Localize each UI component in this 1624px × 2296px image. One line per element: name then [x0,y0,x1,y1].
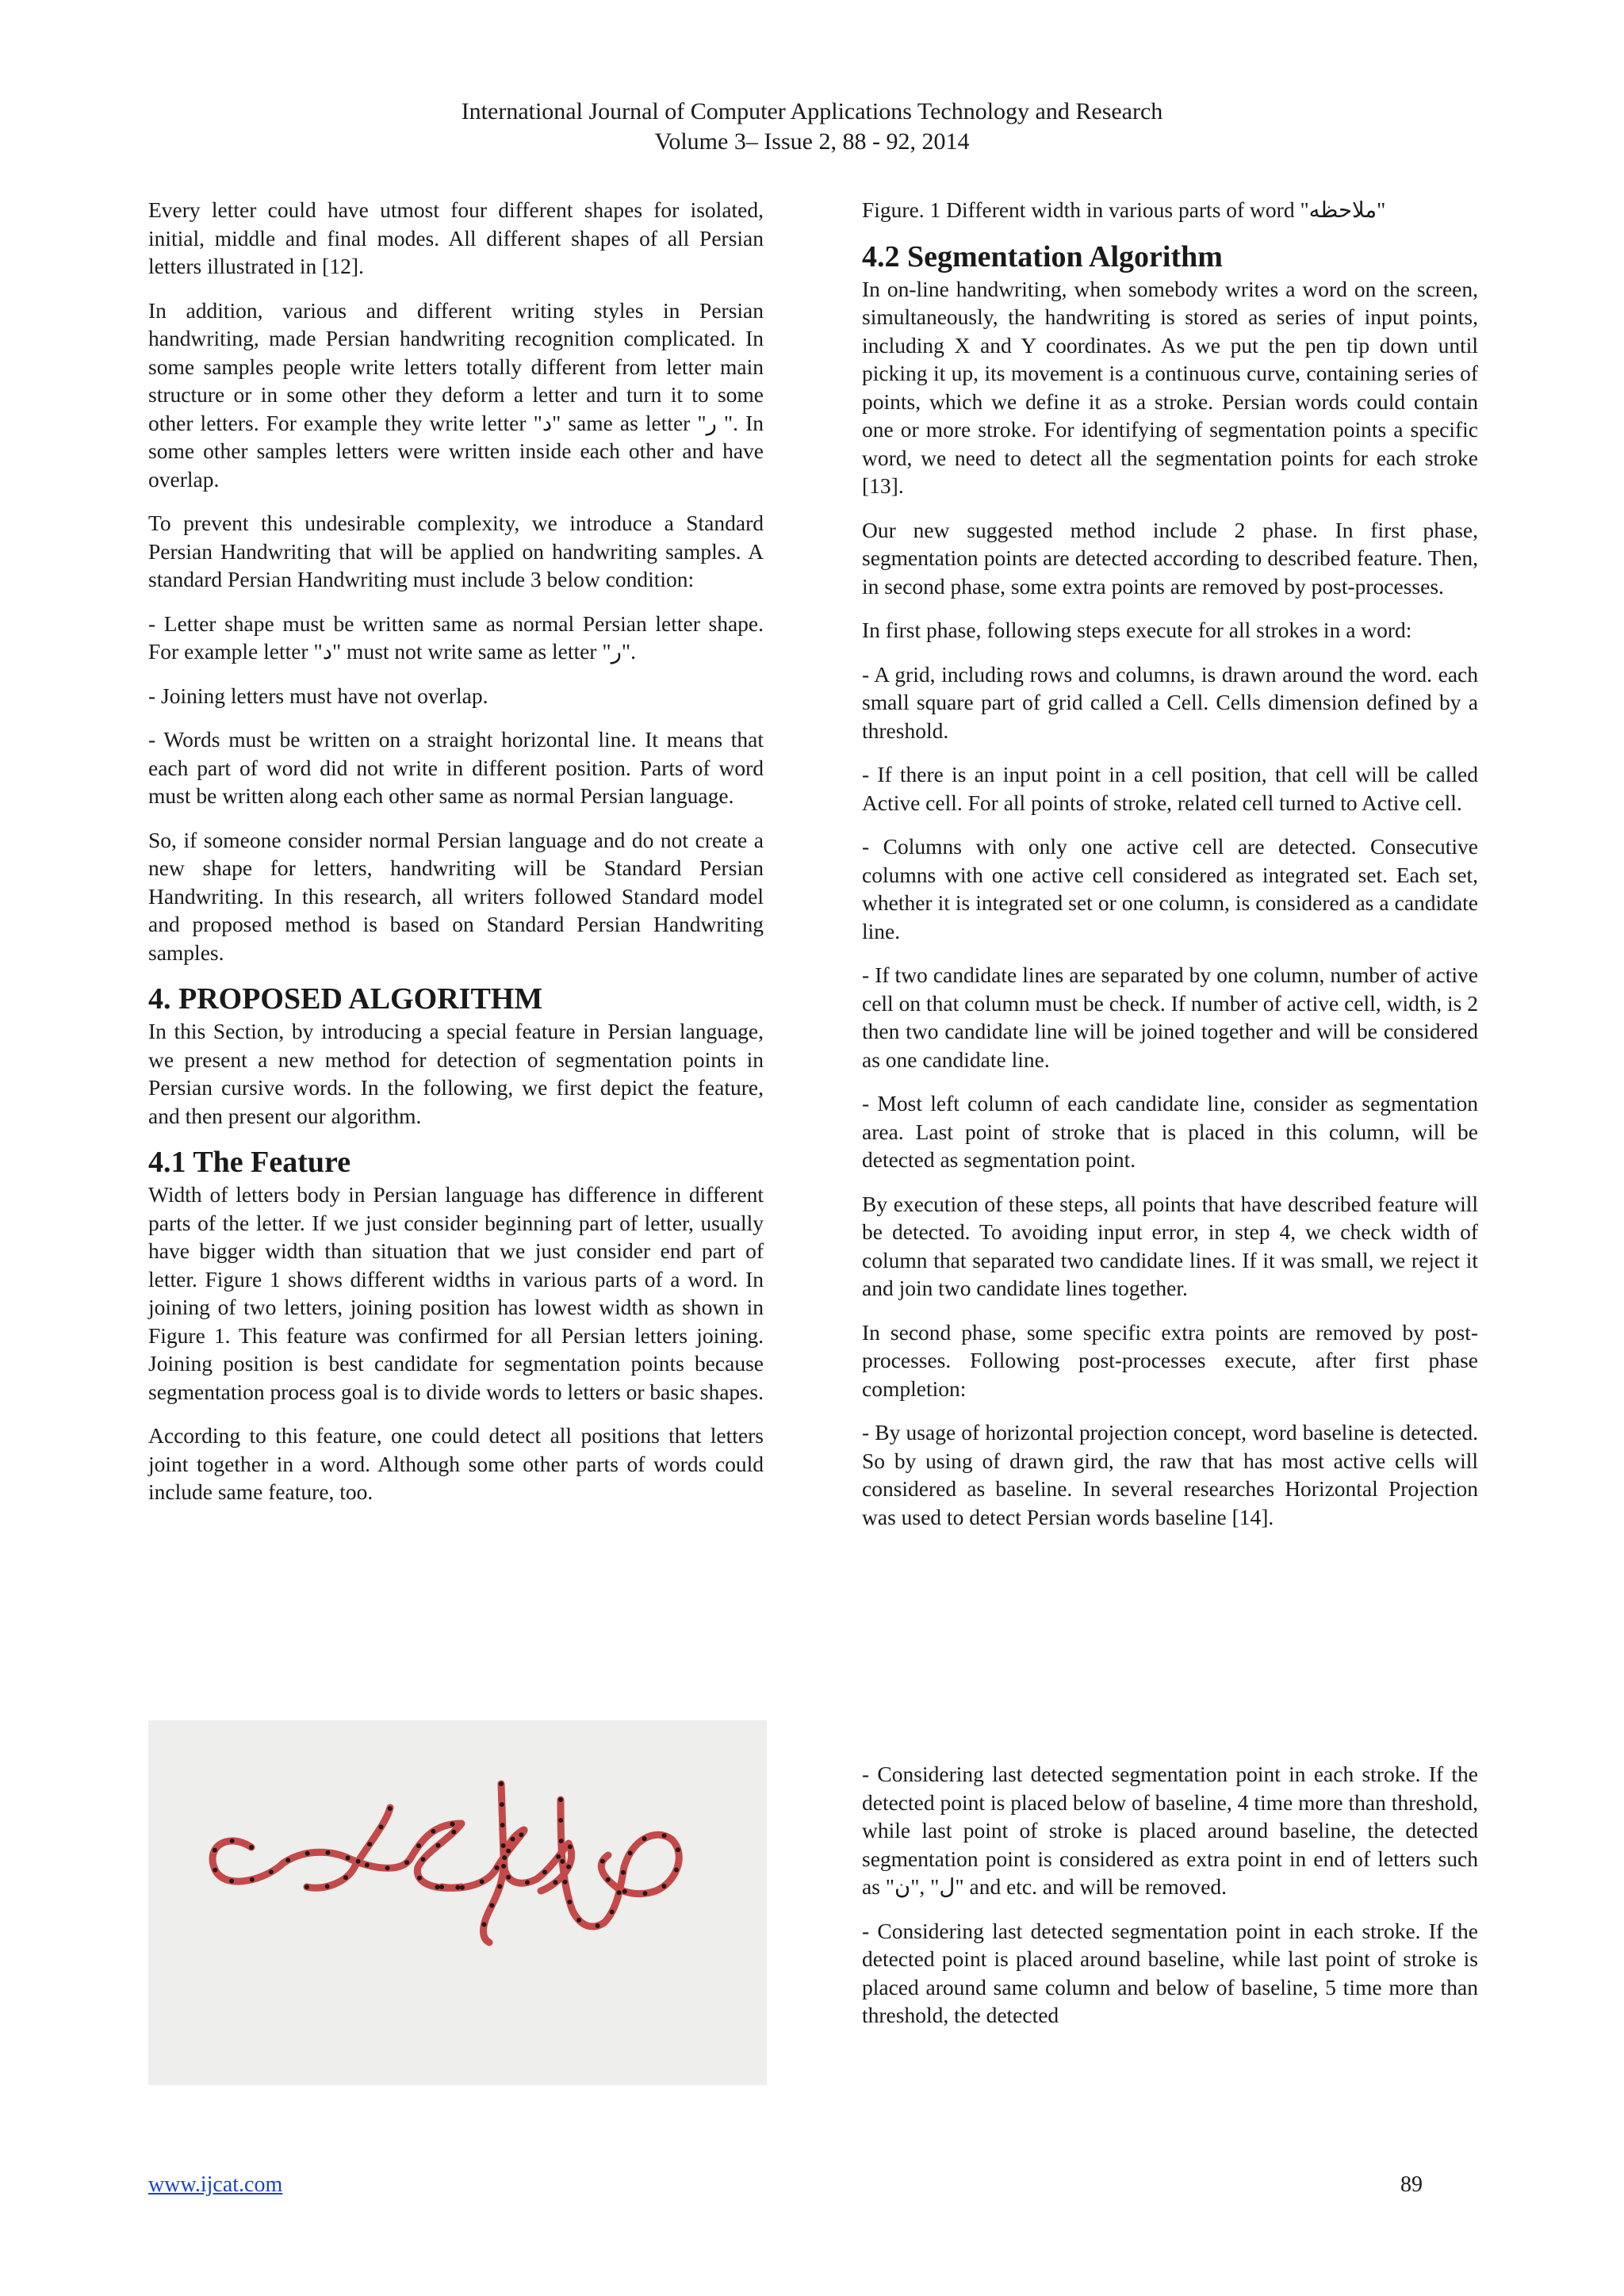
input-point [596,1923,600,1928]
input-point [431,1829,435,1834]
input-point [568,1844,573,1849]
input-point [416,1843,421,1848]
paragraph: - Considering last detected segmentation point in each stroke. If the detected point is placed around baseline, while last point of stroke is placed around same column and below of baseline, 5 time more than threshold, the detected [862,1918,1478,2027]
input-point [662,1833,667,1838]
paragraph: - If there is an input point in a cell position, that cell will be called Active cell. For all points of stroke, related cell turned to Active cell. [862,762,1478,815]
input-point [610,1910,615,1915]
input-point [661,1884,666,1888]
handwritten-word-image [148,1720,767,2085]
input-point [379,1824,384,1829]
input-point [558,1797,563,1802]
paragraph: - By usage of horizontal projection concept, word baseline is detected. So by using of drawn gird, the raw that has most active cells will considered as baseline. In several researches Horizontal Projection was used to detect Persian words baseline [14]. [862,1420,1478,1529]
section-4-2-heading: 4.2 Segmentation Algorithm [862,239,1223,274]
paragraph: - Words must be written on a straight horizontal line. It means that each part of word did not write in different position. Parts of word must be written along each other same as normal Persian language. [148,727,764,808]
input-point [285,1858,290,1862]
input-point [576,1918,581,1923]
input-point [497,1884,502,1888]
ink-stroke [561,1800,679,1927]
paragraph: In first phase, following steps execute for all strokes in a word: [862,618,1412,642]
input-point [560,1859,565,1864]
input-point [213,1848,217,1853]
paragraph: In addition, various and different writing styles in Persian handwriting, made Persian handwriting recognition complicated. In some samples people write letters totally different from letter main structure or in some other they deform a letter and turn it to some other letters. For example they write letter "د" same as letter "ر ". In some other samples letters were written inside each other and have overlap. [148,297,764,492]
input-point [559,1839,564,1843]
input-point [388,1806,393,1811]
input-point [451,1830,456,1835]
section-4-1-heading: 4.1 The Feature [148,1146,351,1179]
input-point [356,1859,361,1864]
paragraph: By execution of these steps, all points that have described feature will be detected. To avoiding input error, in step 4, we check width of column that separated two candidate lines. If it was small, we reject it and join two candidate lines together. [862,1191,1478,1300]
paragraph: - If two candidate lines are separated by one column, number of active cell on that column must be check. If number of active cell, width, is 2 then two candidate line will be joined together and will be considered as one candidate line. [862,962,1478,1072]
input-point [506,1875,511,1880]
input-point [506,1849,511,1854]
volume-info: Volume 3– Issue 2, 88 - 92, 2014 [654,128,970,155]
paragraph: - Columns with only one active cell are detected. Consecutive columns with one active cell considered as integrated set. Each set, whether it is integrated set or one column, is considered as a candidate line. [862,834,1478,943]
input-point [482,1922,487,1927]
input-point [502,1855,507,1860]
input-point [499,1781,504,1786]
input-point [567,1900,572,1904]
ink-strokes [213,1784,679,1942]
figure-1-handwriting [148,1720,767,2085]
input-point [460,1885,465,1890]
input-point [674,1868,679,1873]
input-point [525,1880,530,1885]
input-point [229,1879,234,1884]
journal-title: International Journal of Computer Applications Technology and Research [461,98,1163,124]
input-point [439,1885,444,1889]
input-point [617,1890,622,1895]
input-point [621,1870,626,1875]
paragraph: - Joining letters must have not overlap. [148,683,488,708]
input-point [421,1857,426,1862]
section-4-heading: 4. PROPOSED ALGORITHM [148,982,543,1016]
paragraph: In on-line handwriting, when somebody writes a word on the screen, simultaneously, the handwriting is stored as series of input points, including X and Y coordinates. As we put the pen tip down until picking it up, its movement is a continuous curve, containing series of points, which we define it as a stroke. Persian words could contain one or more stroke. For identifying of segmentation points a specific word, we need to detect all the segmentation points for each stroke [13]. [862,276,1478,498]
input-point [542,1869,547,1874]
input-point [556,1854,561,1859]
paragraph: To prevent this undesirable complexity, we introduce a Standard Persian Handwriting that will be applied on handwriting samples. A standard Persian Handwriting must include 3 below condition: [148,511,764,591]
paragraph: In this Section, by introducing a special feature in Persian language, we present a new method for detection of segmentation points in Persian cursive words. In the following, we first depict the feature, and then present our algorithm. [148,1019,764,1128]
input-point [436,1843,441,1848]
footer-website-link[interactable]: www.ijcat.com [148,2172,283,2197]
input-point [455,1885,460,1890]
input-point [304,1885,309,1889]
input-point [326,1850,331,1855]
paragraph: In second phase, some specific extra points are removed by post-processes. Following post-processes execute, after first phase completion: [862,1319,1478,1401]
input-point [495,1866,500,1870]
input-point [346,1855,350,1860]
input-point [480,1879,485,1884]
left-column [148,196,764,1522]
input-point [600,1859,605,1864]
input-point [213,1868,217,1873]
input-point [500,1802,504,1807]
page-number: 89 [1400,2172,1423,2197]
paragraph: - A grid, including rows and columns, is drawn around the word. each small square part of grid called a Cell. Cells dimension defined by a threshold. [862,661,1478,743]
input-point [606,1877,611,1882]
input-point [249,1845,254,1850]
figure-caption: Figure. 1 Different width in various parts of word "ملاحظه" [862,197,1386,222]
input-point [642,1836,647,1841]
right-column-continued [862,1760,1478,2045]
input-point [305,1851,310,1856]
input-point [325,1884,330,1888]
input-point [417,1876,422,1881]
right-column [862,196,1478,1547]
ink-stroke [484,1784,504,1942]
paragraph: - Letter shape must be written same as normal Persian letter shape. For example letter "د" must not write same as letter "ر". [148,610,764,664]
input-point [676,1847,680,1852]
input-point [404,1860,409,1865]
input-point [511,1837,515,1842]
input-point [500,1823,505,1827]
paragraph: Every letter could have utmost four different shapes for isolated, initial, middle and final modes. All different shapes of all Persian letters illustrated in [12]. [148,197,764,278]
input-point [230,1839,235,1843]
input-point [269,1869,274,1874]
paragraph: - Considering last detected segmentation point in each stroke. If the detected point is placed below of baseline, 4 time more than threshold, while last point of stroke is placed around baseline, the detected segmentation point is considered as extra point in end of letters such as "ل" ,"ن" and etc. and will be removed. [862,1762,1478,1899]
input-point [622,1889,627,1894]
input-point [450,1822,455,1827]
input-point [501,1843,506,1848]
input-point [553,1880,558,1885]
input-point [365,1862,370,1867]
paragraph: - Most left column of each candidate line, consider as segmentation area. Last point of stroke that is placed in this column, will be detected as segmentation point. [862,1091,1478,1172]
input-point [501,1864,506,1869]
ink-stroke [213,1823,462,1888]
ink-stroke [307,1808,390,1888]
paragraph: Our new suggested method include 2 phase. In first phase, segmentation points are detected according to described feature. Then, in second phase, some extra points are removed by post-processes. [862,517,1478,599]
input-point [628,1850,633,1855]
paragraph: So, if someone consider normal Persian language and do not create a new shape for letters, handwriting will be Standard Persian Handwriting. In this research, all writers followed Standard model and proposed method is based on Standard Persian Handwriting samples. [148,827,764,965]
input-point [519,1832,523,1837]
input-point [643,1891,648,1896]
input-point [343,1875,348,1880]
input-point [385,1866,390,1870]
paragraph: According to this feature, one could detect all positions that letters joint together in a word. Although some other parts of words could include same feature, too. [148,1423,764,1504]
input-point [435,1885,440,1889]
input-point [563,1880,568,1885]
input-point [566,1865,571,1869]
page-header [0,97,1624,157]
input-point [489,1903,494,1908]
paragraph: Width of letters body in Persian language has difference in different parts of the letter. If we just consider beginning part of letter, usually have bigger width than situation that we just consider end part of letter. Figure 1 shows different widths in various parts of a word. In joining of two letters, joining position has lowest width as shown in Figure 1. This feature was confirmed for all Persian letters joining. Joining position is best candidate for segmentation points because segmentation process goal is to divide words to letters or basic shapes. [148,1182,764,1404]
input-point [367,1842,372,1846]
input-point [250,1877,255,1882]
input-point [558,1818,563,1823]
